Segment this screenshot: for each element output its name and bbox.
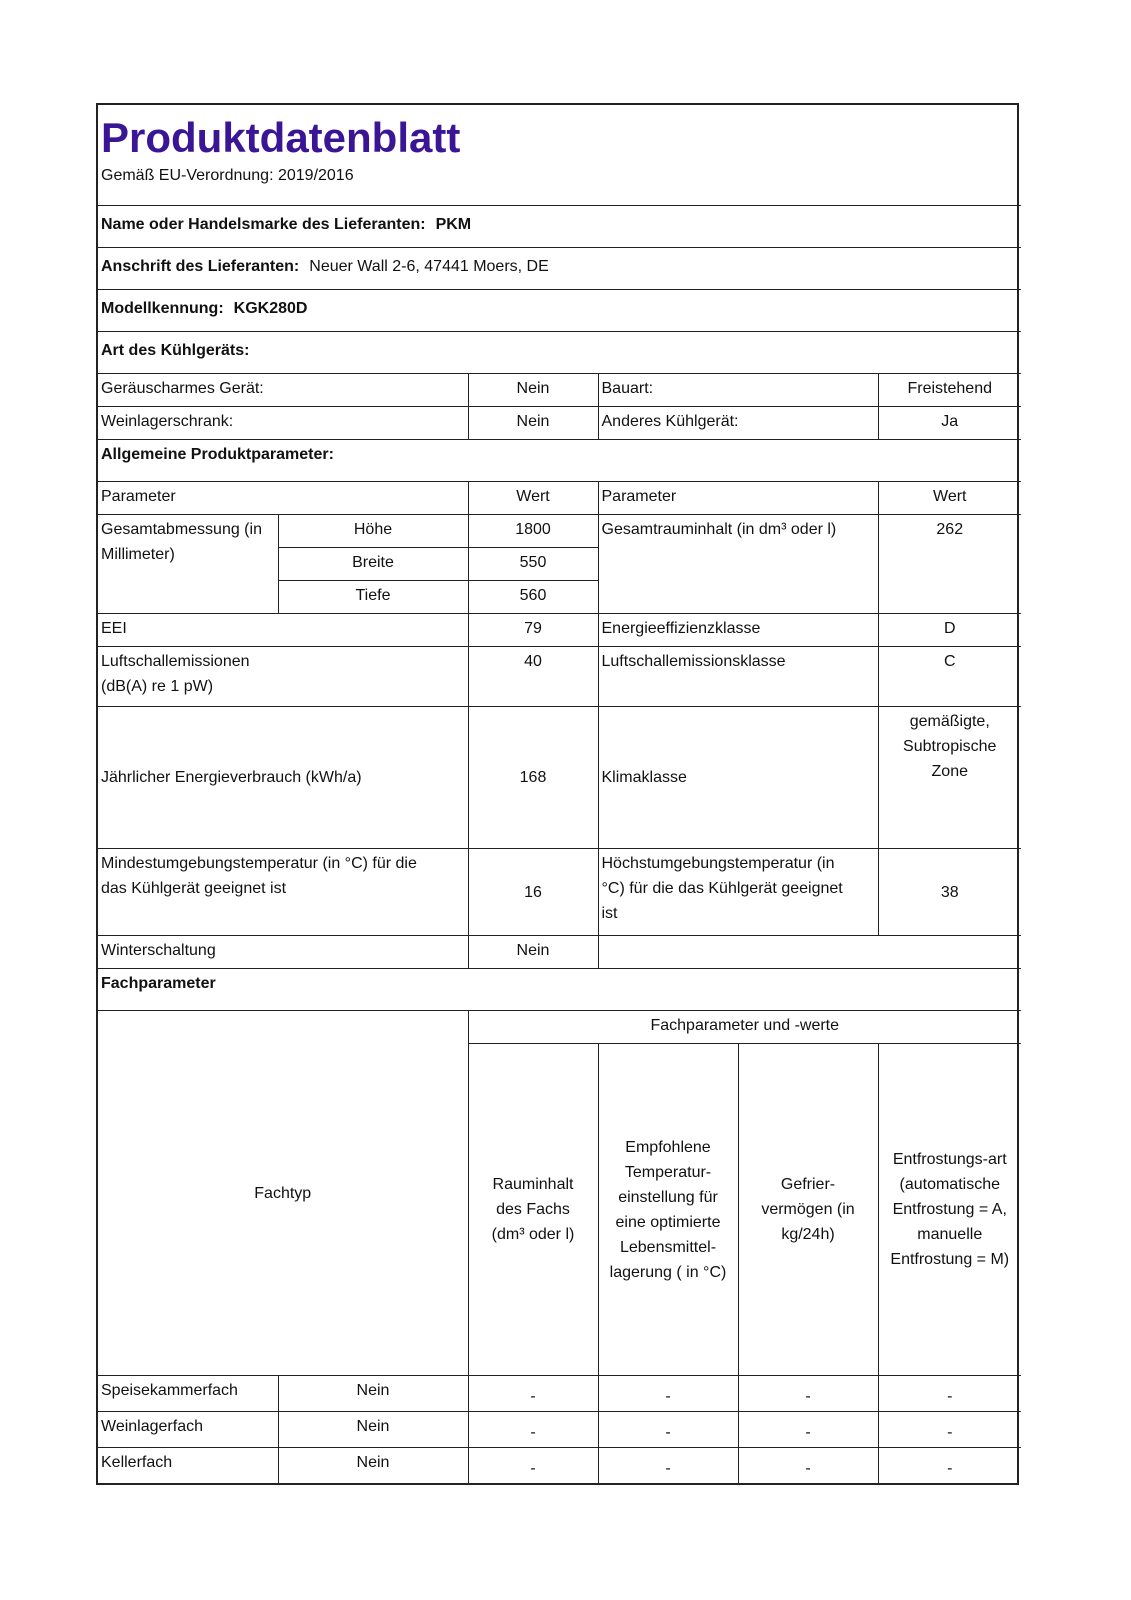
product-data-sheet [96, 103, 1019, 1485]
climate-value-line: Subtropische [903, 738, 997, 755]
col-volume-line: (dm³ oder l) [491, 1226, 575, 1243]
col-parameter-right: Parameter [598, 482, 878, 515]
compartment-name: Kellerfach [98, 1448, 278, 1484]
noise-class-value: C [878, 647, 1021, 707]
compartments-group-header-row [98, 1011, 1021, 1044]
depth-label: Tiefe [278, 581, 468, 614]
compartment-volume: - [468, 1448, 598, 1484]
data-sheet-table [98, 105, 1021, 1483]
col-volume-line: Rauminhalt [492, 1176, 574, 1193]
compartment-present: Nein [278, 1412, 468, 1448]
dimensions-row-height [98, 515, 1021, 548]
general-column-header-row [98, 482, 1021, 515]
col-recommended-temp [598, 1044, 738, 1376]
noise-label-line: (dB(A) re 1 pW) [101, 678, 214, 695]
design-label: Bauart: [598, 374, 878, 407]
annual-energy-label: Jährlicher Energieverbrauch (kWh/a) [98, 707, 468, 849]
col-freeze-line: vermögen (in [761, 1201, 855, 1218]
compartment-temp: - [598, 1448, 738, 1484]
winter-value: Nein [468, 936, 598, 969]
energy-class-value: D [878, 614, 1021, 647]
col-compartment-volume [468, 1044, 598, 1376]
other-appliance-label: Anderes Kühlgerät: [598, 407, 878, 440]
depth-value: 560 [468, 581, 598, 614]
col-temp-line: einstellung für [618, 1188, 718, 1206]
col-volume-line: des Fachs [496, 1201, 570, 1218]
max-temp-label-line: ist [601, 905, 618, 922]
winter-empty-cell [598, 936, 1021, 969]
model-row [98, 290, 1021, 332]
appliance-type-heading-row [98, 332, 1021, 374]
design-value: Freistehend [878, 374, 1021, 407]
compartment-volume: - [468, 1376, 598, 1412]
max-temp-label-line: °C) für die das Kühlgerät geeignet [601, 880, 843, 897]
compartment-freeze: - [738, 1412, 878, 1448]
volume-label: Gesamtrauminhalt (in dm³ oder l) [598, 515, 878, 614]
col-freezing-capacity [738, 1044, 878, 1376]
height-label: Höhe [278, 515, 468, 548]
col-temp-line: Temperatur- [624, 1163, 712, 1181]
compartment-group-header: Fachparameter und -werte [468, 1011, 1021, 1044]
general-heading-row [98, 440, 1021, 482]
climate-value-line: gemäßigte, [909, 713, 990, 730]
min-temp-label [98, 849, 468, 936]
width-label: Breite [278, 548, 468, 581]
compartment-name: Weinlagerfach [98, 1412, 278, 1448]
col-value-left: Wert [468, 482, 598, 515]
model-value: KGK280D [233, 300, 308, 317]
max-temp-label [598, 849, 878, 936]
compartments-heading-row [98, 969, 1021, 1011]
table-row [98, 1412, 1021, 1448]
compartments-heading: Fachparameter [98, 969, 1021, 1011]
compartment-freeze: - [738, 1376, 878, 1412]
col-temp-line: Empfohlene [625, 1138, 711, 1156]
general-heading: Allgemeine Produktparameter: [98, 440, 1021, 482]
compartment-freeze: - [738, 1448, 878, 1484]
annual-energy-value: 168 [468, 707, 598, 849]
dimensions-label: Gesamtabmessung (in Millimeter) [98, 515, 278, 614]
eei-row [98, 614, 1021, 647]
supplier-address-label: Anschrift des Lieferanten: [101, 258, 300, 275]
other-appliance-value: Ja [878, 407, 1021, 440]
compartment-defrost: - [878, 1448, 1021, 1484]
table-row [98, 1376, 1021, 1412]
compartment-present: Nein [278, 1448, 468, 1484]
noise-value: 40 [468, 647, 598, 707]
col-temp-line: Lebensmittel- [619, 1238, 717, 1256]
min-temp-value: 16 [468, 849, 598, 936]
col-defrost-line: (automatische [899, 1176, 1000, 1193]
min-temp-label-line: Mindestumgebungstemperatur (in °C) für die [101, 855, 417, 872]
col-parameter-left: Parameter [98, 482, 468, 515]
noise-row [98, 647, 1021, 707]
climate-value-line: Zone [931, 763, 968, 780]
compartment-temp: - [598, 1376, 738, 1412]
energy-class-label: Energieeffizienzklasse [598, 614, 878, 647]
winter-row [98, 936, 1021, 969]
col-freeze-line: Gefrier- [780, 1176, 836, 1193]
noise-label-line: Luftschallemissionen [101, 653, 250, 670]
climate-value [878, 707, 1021, 849]
compartment-volume: - [468, 1412, 598, 1448]
compartment-type-header: Fachtyp [98, 1011, 468, 1376]
width-value: 550 [468, 548, 598, 581]
col-defrost-line: Entfrostungs-art [892, 1151, 1007, 1168]
supplier-name-value: PKM [435, 216, 472, 233]
max-temp-value: 38 [878, 849, 1021, 936]
col-temp-line: lagerung ( in °C) [609, 1263, 727, 1281]
low-noise-value: Nein [468, 374, 598, 407]
col-defrost-type [878, 1044, 1021, 1376]
wine-cabinet-value: Nein [468, 407, 598, 440]
ambient-temp-row [98, 849, 1021, 936]
supplier-name-label: Name oder Handelsmarke des Lieferanten: [101, 216, 426, 233]
noise-label [98, 647, 468, 707]
volume-value: 262 [878, 515, 1021, 614]
regulation-note: Gemäß EU-Verordnung: 2019/2016 [101, 167, 354, 184]
eei-label: EEI [98, 614, 468, 647]
header-row [98, 105, 1021, 206]
max-temp-label-line: Höchstumgebungstemperatur (in [601, 855, 835, 872]
wine-cabinet-label: Weinlagerschrank: [98, 407, 468, 440]
col-freeze-line: kg/24h) [781, 1226, 835, 1243]
winter-label: Winterschaltung [98, 936, 468, 969]
compartment-present: Nein [278, 1376, 468, 1412]
min-temp-label-line: das Kühlgerät geeignet ist [101, 880, 287, 897]
supplier-address-row [98, 248, 1021, 290]
supplier-address-value: Neuer Wall 2-6, 47441 Moers, DE [309, 258, 549, 275]
climate-label: Klimaklasse [598, 707, 878, 849]
table-row [98, 1448, 1021, 1484]
supplier-name-row [98, 206, 1021, 248]
noise-class-label: Luftschallemissionsklasse [598, 647, 878, 707]
col-defrost-line: Entfrostung = M) [890, 1251, 1010, 1268]
appliance-type-row [98, 374, 1021, 407]
compartment-temp: - [598, 1412, 738, 1448]
compartment-name: Speisekammerfach [98, 1376, 278, 1412]
col-temp-line: eine optimierte [615, 1213, 721, 1231]
appliance-type-heading: Art des Kühlgeräts: [98, 332, 1021, 374]
height-value: 1800 [468, 515, 598, 548]
compartment-defrost: - [878, 1376, 1021, 1412]
col-defrost-line: Entfrostung = A, [892, 1201, 1007, 1218]
model-label: Modellkennung: [101, 300, 224, 317]
appliance-type-row [98, 407, 1021, 440]
annual-energy-row [98, 707, 1021, 849]
col-value-right: Wert [878, 482, 1021, 515]
compartment-defrost: - [878, 1412, 1021, 1448]
page-title: Produktdatenblatt [101, 114, 461, 161]
col-defrost-line: manuelle [917, 1226, 983, 1243]
eei-value: 79 [468, 614, 598, 647]
low-noise-label: Geräuscharmes Gerät: [98, 374, 468, 407]
